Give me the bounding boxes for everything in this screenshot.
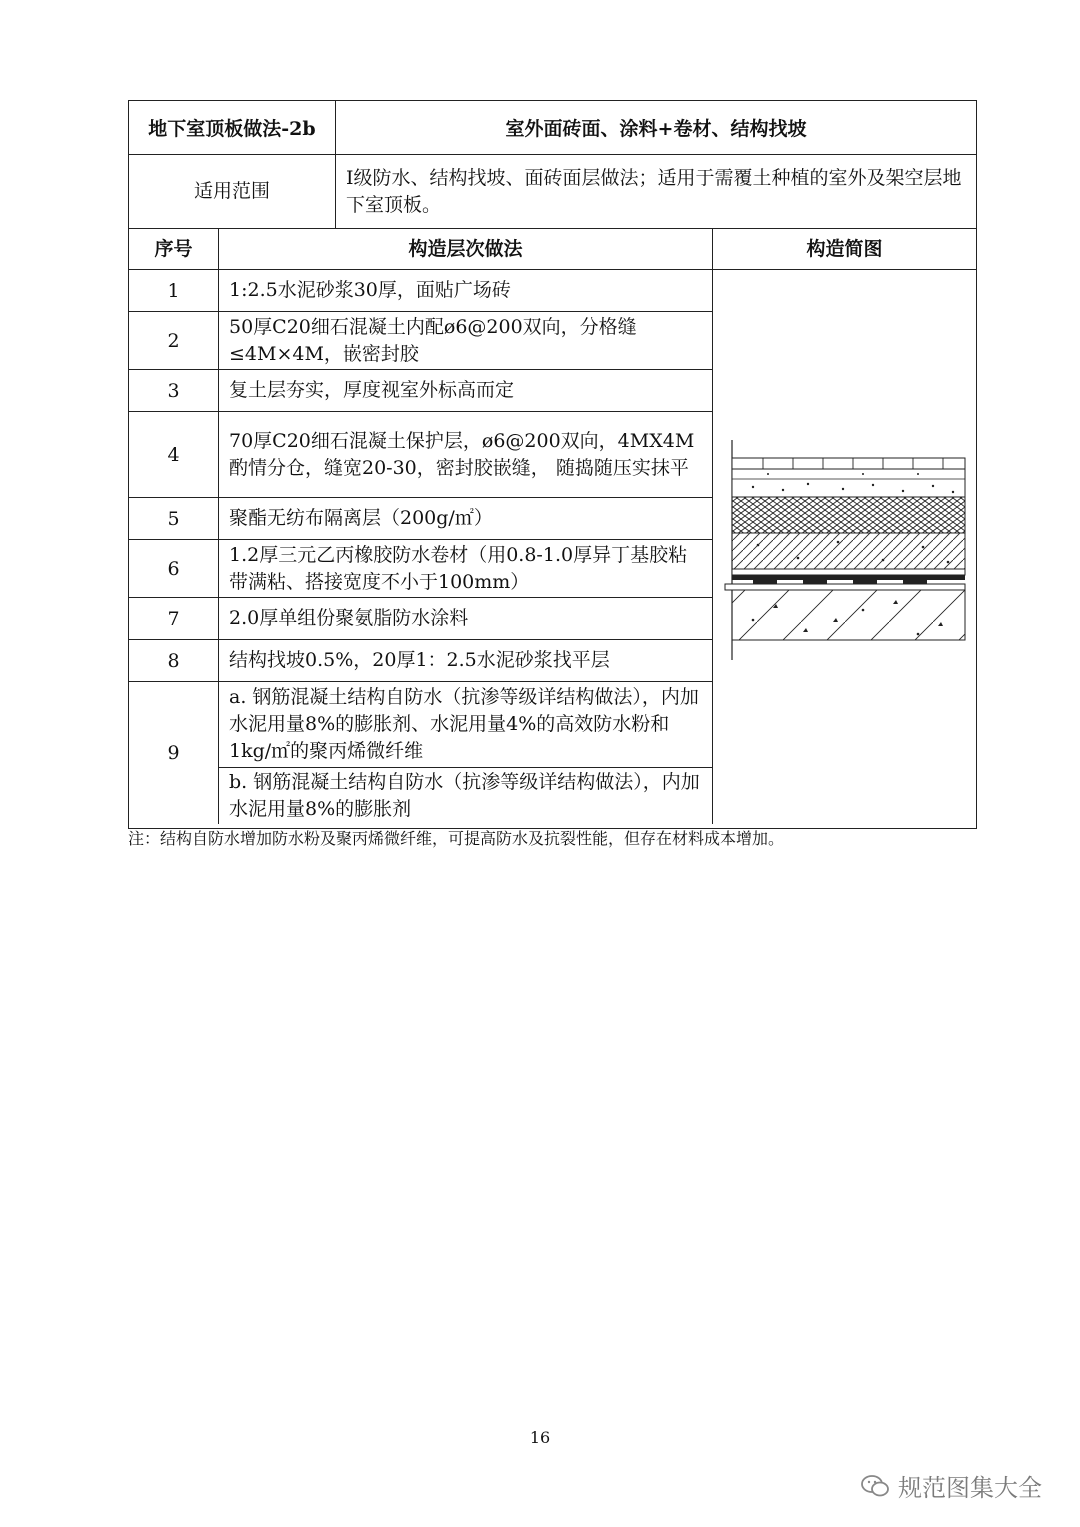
construction-table: [128, 100, 977, 829]
scope-text: I级防水、结构找坡、面砖面层做法；适用于需覆土种植的室外及架空层地下室顶板。: [346, 166, 962, 216]
page-number: 16: [529, 1428, 551, 1447]
table-row: [129, 640, 713, 682]
column-header-row: [129, 229, 976, 270]
layer-no: 8: [129, 640, 219, 681]
table-body: [129, 270, 976, 828]
method-title: 室外面砖面、涂料+卷材、结构找坡: [505, 118, 807, 140]
layer9-option-a: a. 钢筋混凝土结构自防水（抗渗等级详结构做法），内加水泥用量8%的膨胀剂、水泥用量4%的高效防水粉和1kg/㎡的聚丙烯微纤维: [219, 682, 712, 768]
watermark-text: 规范图集大全: [898, 1474, 1042, 1502]
layer-text: 70厚C20细石混凝土保护层，ø6@200双向，4MX4M酌情分仓，缝宽20-30，密封胶嵌缝， 随捣随压实抹平: [219, 412, 713, 497]
layer-text: 复土层夯实，厚度视室外标高而定: [219, 370, 713, 411]
layer-no: 5: [129, 498, 219, 539]
layer-text: 1.2厚三元乙丙橡胶防水卷材（用0.8-1.0厚异丁基胶粘带满粘、搭接宽度不小于100mm）: [219, 540, 713, 597]
layer9-options: [219, 682, 713, 824]
table-row: [129, 498, 713, 540]
layer-no: 1: [129, 270, 219, 311]
watermark: [860, 1468, 1042, 1503]
layer-text: 结构找坡0.5%，20厚1：2.5水泥砂浆找平层: [219, 640, 713, 681]
layer-text: 50厚C20细石混凝土内配ø6@200双向，分格缝≤4M×4M，嵌密封胶: [219, 312, 713, 369]
layer-text: 1:2.5水泥砂浆30厚，面贴广场砖: [219, 270, 713, 311]
col-method: 构造层次做法: [219, 229, 713, 269]
col-no: 序号: [129, 229, 219, 269]
table-row: [129, 370, 713, 412]
layer-section-diagram: [713, 270, 975, 824]
layer-no: 3: [129, 370, 219, 411]
layer-no: 9: [129, 682, 219, 824]
table-row: [129, 598, 713, 640]
table-row: [129, 312, 713, 370]
scope-label: 适用范围: [129, 155, 336, 228]
method-code: 地下室顶板做法-2b: [129, 101, 336, 154]
table-row: [129, 682, 713, 824]
layer-no: 2: [129, 312, 219, 369]
col-sketch: 构造简图: [806, 237, 883, 260]
layer-no: 6: [129, 540, 219, 597]
table-header-row: [129, 101, 976, 155]
layer-text: 2.0厚单组份聚氨脂防水涂料: [219, 598, 713, 639]
layer9-option-b: b. 钢筋混凝土结构自防水（抗渗等级详结构做法），内加水泥用量8%的膨胀剂: [229, 771, 700, 820]
wechat-icon: [860, 1473, 890, 1499]
layer-text: 聚酯无纺布隔离层（200g/㎡）: [219, 498, 713, 539]
footnote: 注：结构自防水增加防水粉及聚丙烯微纤维，可提高防水及抗裂性能，但存在材料成本增加。: [128, 829, 785, 848]
scope-row: [129, 155, 976, 229]
layer-no: 7: [129, 598, 219, 639]
table-row: [129, 540, 713, 598]
table-row: [129, 412, 713, 498]
layer-no: 4: [129, 412, 219, 497]
construction-sketch: [713, 270, 976, 828]
layers-list: [129, 270, 713, 828]
table-row: [129, 270, 713, 312]
